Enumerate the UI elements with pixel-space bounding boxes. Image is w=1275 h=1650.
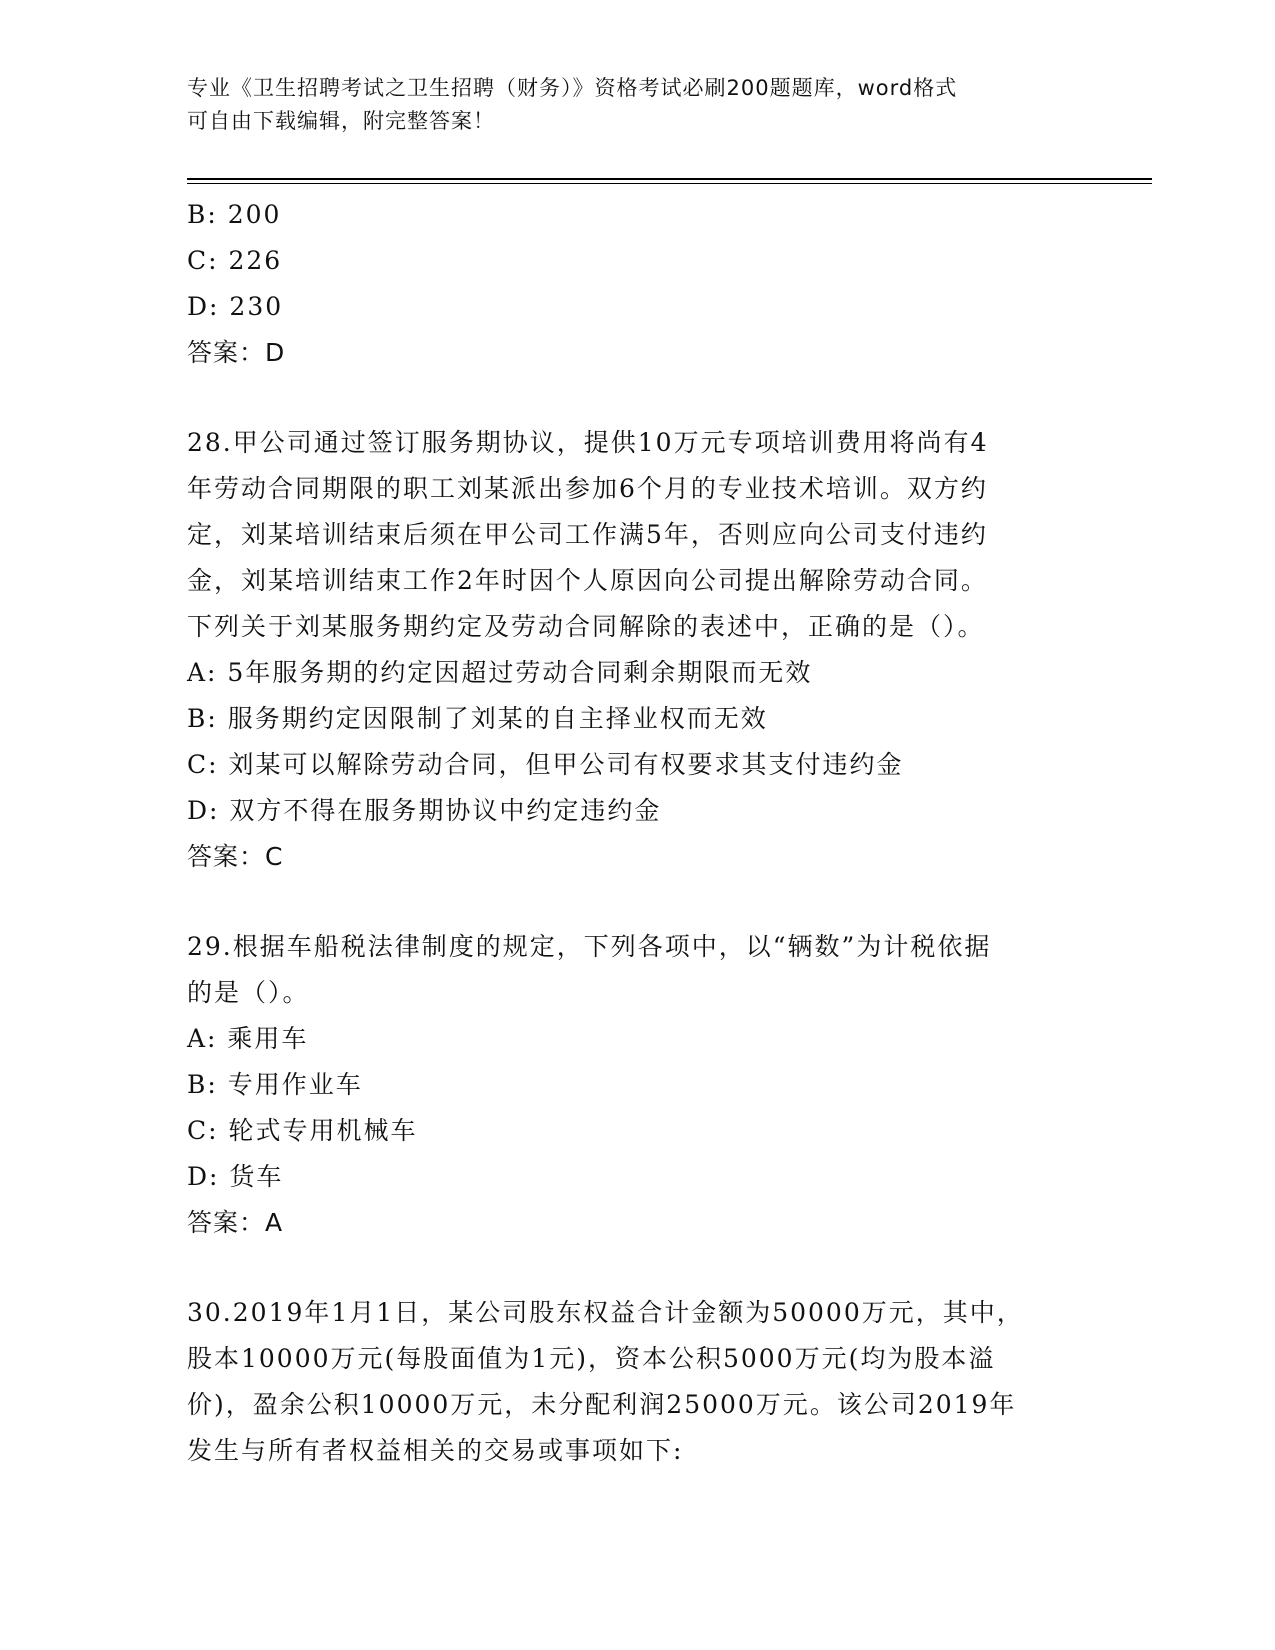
question-text-line: 的是（）。 — [187, 978, 310, 1007]
option-a: A: 乘用车 — [187, 1024, 309, 1053]
header-line: 可自由下载编辑，附完整答案！ — [187, 109, 495, 133]
header-rule-thin — [187, 183, 1152, 184]
option-d: D: 货车 — [187, 1162, 284, 1191]
option-b: B: 服务期约定因限制了刘某的自主择业权而无效 — [187, 704, 768, 733]
option-a: A: 5年服务期的约定因超过劳动合同剩余期限而无效 — [187, 658, 813, 687]
document-header — [187, 72, 1067, 138]
question-text-line: 定，刘某培训结束后须在甲公司工作满5年，否则应向公司支付违约 — [187, 520, 988, 549]
option-c: C: 刘某可以解除劳动合同，但甲公司有权要求其支付违约金 — [187, 750, 904, 779]
question-30 — [187, 1290, 1077, 1474]
header-line: 专业《卫生招聘考试之卫生招聘（财务）》资格考试必刷200题题库，word格式 — [187, 76, 958, 100]
answer-27: 答案：D — [187, 338, 286, 367]
question-text-line: 年劳动合同期限的职工刘某派出参加6个月的专业技术培训。双方约 — [187, 474, 988, 503]
question-text-line: 发生与所有者权益相关的交易或事项如下: — [187, 1436, 684, 1465]
question-text-line: 金，刘某培训结束工作2年时因个人原因向公司提出解除劳动合同。 — [187, 566, 988, 595]
option-b: B: 200 — [187, 200, 282, 229]
answer-28: 答案：C — [187, 842, 284, 871]
question-text-line: 股本10000万元(每股面值为1元)，资本公积5000万元(均为股本溢 — [187, 1344, 996, 1373]
option-d: D: 双方不得在服务期协议中约定违约金 — [187, 796, 662, 825]
question-text-line: 29.根据车船税法律制度的规定，下列各项中，以“辆数”为计税依据 — [187, 932, 992, 961]
option-d: D: 230 — [187, 292, 284, 321]
question-text-line: 28.甲公司通过签订服务期协议，提供10万元专项培训费用将尚有4 — [187, 428, 989, 457]
header-rule — [187, 178, 1152, 180]
document-body — [187, 192, 1077, 1474]
question-text-line: 价)，盈余公积10000万元，未分配利润25000万元。该公司2019年 — [187, 1390, 1017, 1419]
question-text-line: 下列关于刘某服务期约定及劳动合同解除的表述中，正确的是（）。 — [187, 612, 985, 641]
question-28 — [187, 420, 1077, 880]
question-29 — [187, 924, 1077, 1246]
option-c: C: 226 — [187, 246, 283, 275]
question-27-options — [187, 192, 1077, 330]
answer-29: 答案：A — [187, 1208, 284, 1237]
option-b: B: 专用作业车 — [187, 1070, 363, 1099]
question-text-line: 30.2019年1月1日，某公司股东权益合计金额为50000万元，其中， — [187, 1298, 1024, 1327]
option-c: C: 轮式专用机械车 — [187, 1116, 418, 1145]
